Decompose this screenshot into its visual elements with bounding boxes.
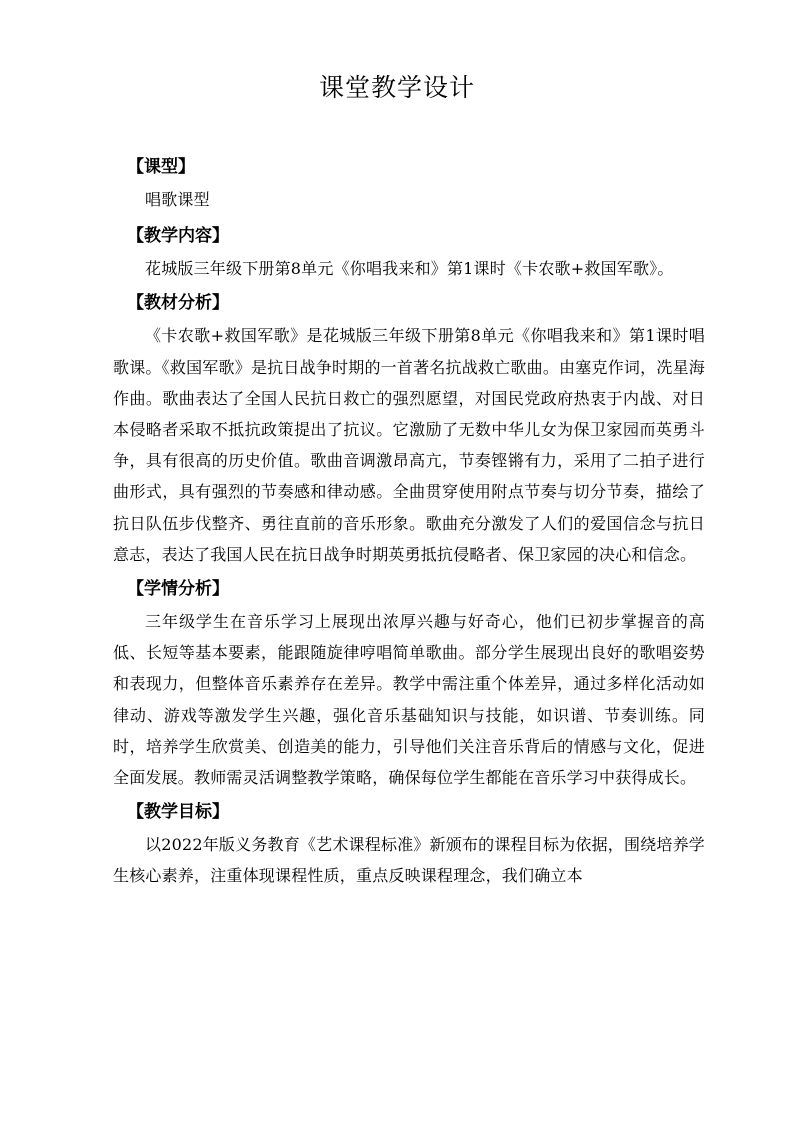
- section-heading: 【学情分析】: [127, 579, 229, 600]
- section-heading: 【教学内容】: [127, 226, 229, 247]
- section-lesson-type: [113, 150, 705, 217]
- section-heading: 【教学目标】: [127, 802, 229, 823]
- section-paragraph: 以2022年版义务教育《艺术课程标准》新颁布的课程目标为依据，围绕培养学生核心素养，注重体现课程性质，重点反映课程理念，我们确立本: [113, 835, 705, 886]
- section-paragraph: 三年级学生在音乐学习上展现出浓厚兴趣与好奇心，他们已初步掌握音的高低、长短等基本要素，能跟随旋律哼唱简单歌曲。部分学生展现出良好的歌唱姿势和表现力，但整体音乐素养存在差异。教学中需注重个体差异，通过多样化活动如律动、游戏等激发学生兴趣，强化音乐基础知识与技能，如识谱、节奏训练。同时，培养学生欣赏美、创造美的能力，引导他们关注音乐背后的情感与文化，促进全面发展。教师需灵活调整教学策略，确保每位学生都能在音乐学习中获得成长。: [113, 612, 705, 788]
- section-paragraph: 唱歌课型: [145, 190, 210, 209]
- section-heading: 【课型】: [127, 157, 195, 177]
- section-heading: 【教材分析】: [127, 293, 229, 314]
- section-material-analysis: [113, 286, 705, 570]
- section-paragraph: 《卡农歌+救国军歌》是花城版三年级下册第8单元《你唱我来和》第1课时唱歌课。《救国军歌》是抗日战争时期的一首著名抗战救亡歌曲。由塞克作词，冼星海作曲。歌曲表达了全国人民抗日救亡的强烈愿望，对国民党政府热衷于内战、对日本侵略者采取不抵抗政策提出了抗议。它激励了无数中华儿女为保卫家园而英勇斗争，具有很高的历史价值。歌曲音调激昂高亢，节奏铿锵有力，采用了二拍子进行曲形式，具有强烈的节奏感和律动感。全曲贯穿使用附点节奏与切分节奏，描绘了抗日队伍步伐整齐、勇往直前的音乐形象。歌曲充分激发了人们的爱国信念与抗日意志，表达了我国人民在抗日战争时期英勇抵抗侵略者、保卫家园的决心和信念。: [113, 326, 705, 564]
- section-student-analysis: [113, 572, 705, 793]
- section-paragraph: 花城版三年级下册第8单元《你唱我来和》第1课时《卡农歌+救国军歌》。: [145, 259, 674, 279]
- section-teaching-goals: [113, 795, 705, 891]
- document-body: [113, 150, 705, 894]
- document-title: 课堂教学设计: [318, 73, 475, 102]
- section-teaching-content: [113, 219, 705, 284]
